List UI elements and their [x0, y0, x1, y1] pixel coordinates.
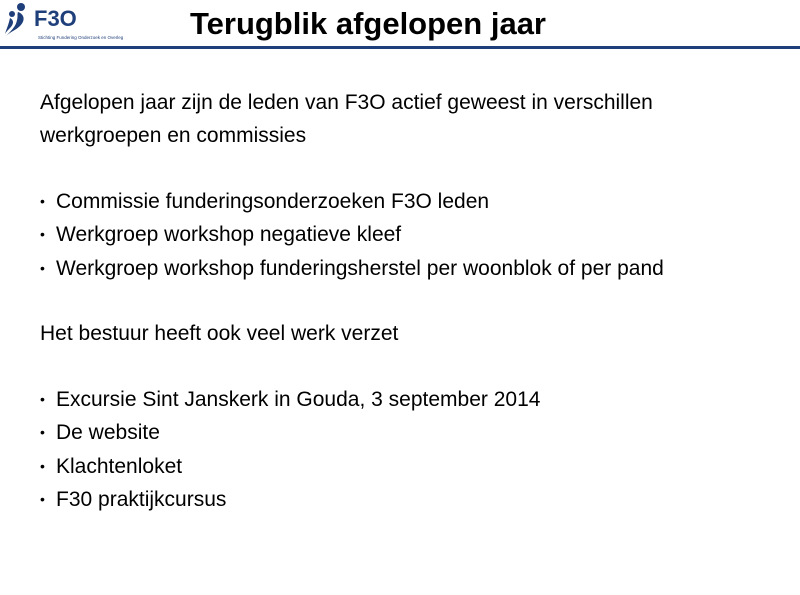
list-item-text: Werkgroep workshop negatieve kleef — [56, 223, 402, 246]
board-paragraph: Het bestuur heeft ook veel werk verzet — [40, 321, 399, 345]
header-divider — [0, 46, 800, 49]
list-item — [40, 483, 780, 517]
slide-body — [40, 87, 780, 517]
spacer — [40, 152, 780, 185]
list-item-text: Werkgroep workshop funderingsherstel per woonblok of per pand — [56, 256, 664, 280]
spacer — [40, 285, 780, 318]
list-item — [40, 416, 780, 450]
bullet-icon: • — [40, 424, 45, 440]
list-item-text: Klachtenloket — [56, 454, 183, 478]
bullet-icon: • — [40, 259, 45, 276]
list-item — [40, 252, 780, 286]
bullet-icon: • — [40, 457, 45, 474]
f3o-logo — [4, 2, 154, 44]
groups-list — [40, 185, 780, 286]
list-item-text: De website — [56, 421, 160, 444]
list-item — [40, 218, 780, 252]
logo-tagline: Stichting Fundering Onderzoek en Overleg — [38, 35, 124, 40]
board-list — [40, 383, 780, 517]
list-item-text: F30 praktijkcursus — [56, 488, 227, 511]
list-item-text: Excursie Sint Janskerk in Gouda, 3 september 2014 — [56, 387, 541, 411]
bullet-icon: • — [40, 226, 45, 242]
bullet-icon: • — [40, 192, 45, 209]
slide-header — [0, 0, 800, 48]
list-item — [40, 185, 780, 219]
page-title: Terugblik afgelopen jaar — [190, 6, 547, 41]
intro-paragraph: Afgelopen jaar zijn de leden van F3O actief geweest in verschillen werkgroepen en commissies — [40, 91, 653, 147]
spacer — [40, 350, 780, 383]
logo-text: F3O — [34, 6, 77, 31]
bullet-icon: • — [40, 390, 45, 407]
list-item — [40, 450, 780, 484]
list-item-text: Commissie funderingsonderzoeken F3O leden — [56, 189, 490, 213]
bullet-icon: • — [40, 491, 45, 507]
list-item — [40, 383, 780, 417]
